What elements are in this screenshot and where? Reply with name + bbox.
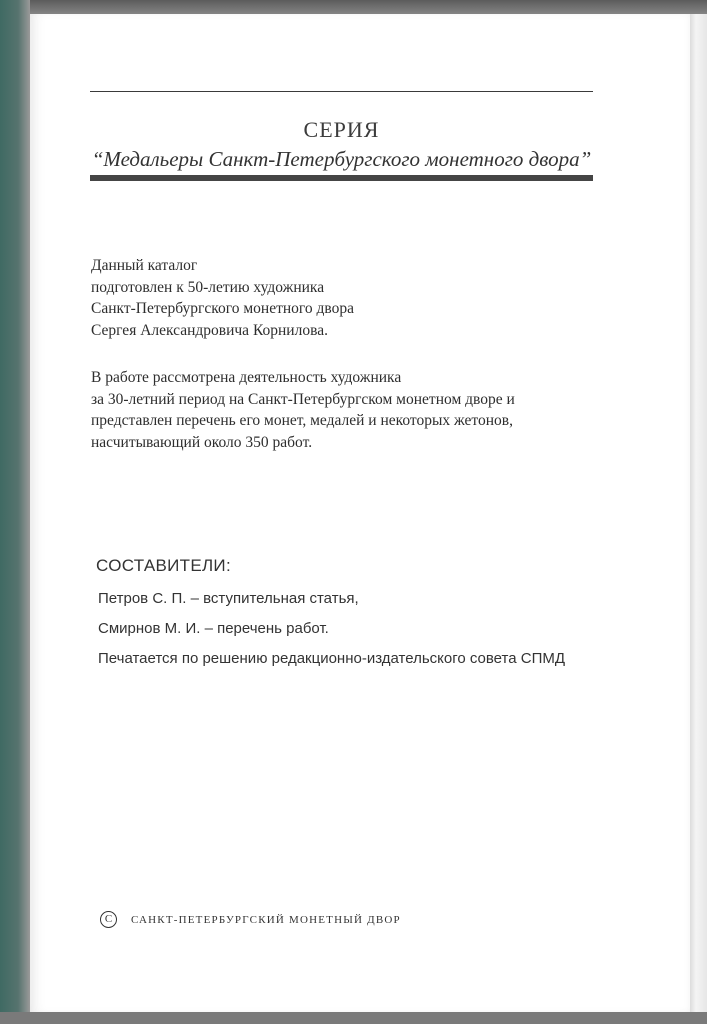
description-paragraph <box>91 367 611 453</box>
publication-note: Печатается по решению редакционно-издательского совета СПМД <box>98 650 565 667</box>
intro-line: Санкт-Петербургского монетного двора <box>91 300 355 317</box>
compiler-entry: Петров С. П. – вступительная статья, <box>98 590 359 607</box>
header-rule-thin <box>90 91 593 92</box>
description-line: В работе рассмотрена деятельность художника <box>91 369 402 386</box>
series-label: СЕРИЯ <box>303 117 380 142</box>
description-line: представлен перечень его монет, медалей и некоторых жетонов, <box>91 412 513 429</box>
book-spine-edge <box>0 0 30 1024</box>
page-fore-edge <box>690 14 707 1012</box>
series-name: “Медальеры Санкт-Петербургского монетного двора” <box>91 147 592 171</box>
description-line: насчитывающий около 350 работ. <box>91 433 313 451</box>
intro-line: Данный каталог <box>91 257 198 274</box>
scan-bottom-edge <box>0 1012 707 1024</box>
publisher-name: САНКТ-ПЕТЕРБУРГСКИЙ МОНЕТНЫЙ ДВОР <box>131 913 401 926</box>
compilers-heading: СОСТАВИТЕЛИ: <box>96 556 231 575</box>
header-rule-thick <box>90 175 593 181</box>
intro-line: подготовлен к 50-летию художника <box>91 278 325 296</box>
description-line: за 30-летний период на Санкт-Петербургском монетном дворе и <box>91 390 515 408</box>
copyright-line <box>100 911 401 928</box>
intro-line: Сергея Александровича Корнилова. <box>91 321 328 339</box>
intro-paragraph <box>91 255 611 341</box>
copyright-icon <box>100 911 117 928</box>
compiler-entry: Смирнов М. И. – перечень работ. <box>98 620 329 637</box>
